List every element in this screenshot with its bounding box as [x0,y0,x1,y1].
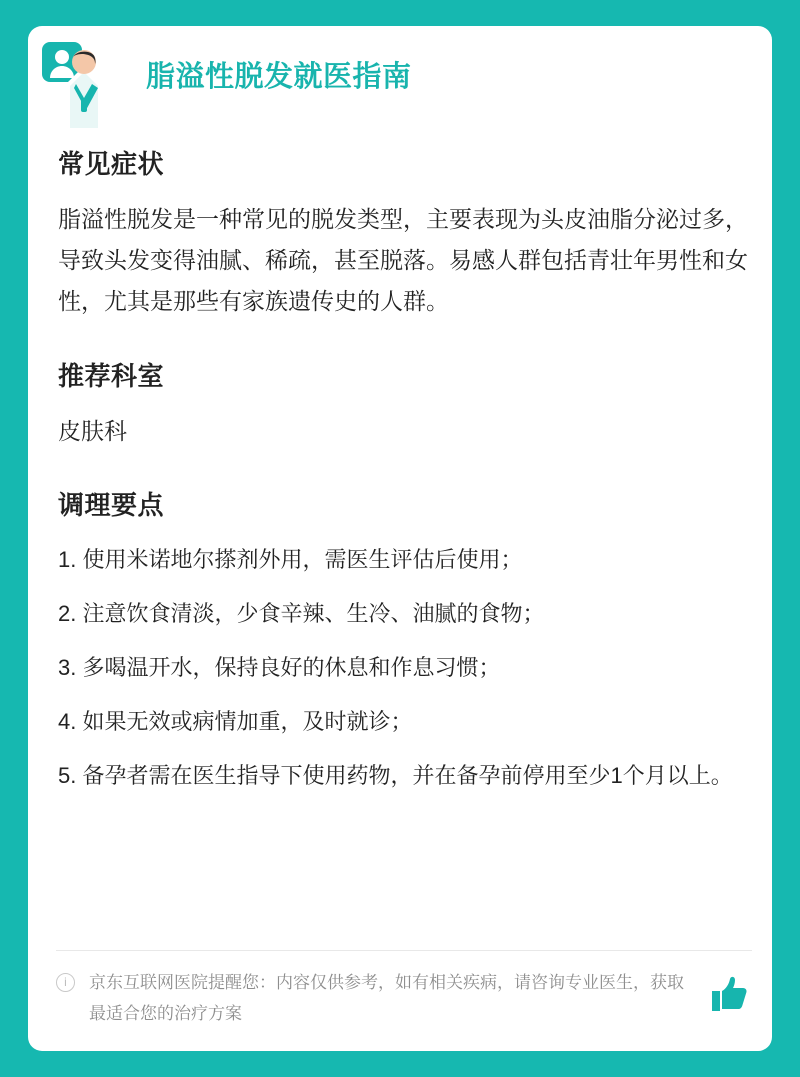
section-heading-care-points: 调理要点 [58,490,165,520]
guide-content [58,144,748,810]
footer-text: 京东互联网医院提醒您：内容仅供参考，如有相关疾病，请咨询专业医生，获取最适合您的治疗方案 [89,973,684,1023]
section-text-department: 皮肤科 [58,418,127,444]
list-item: 注意饮食清淡，少食辛辣、生冷、油腻的食物； [82,601,545,626]
footer-disclaimer [56,950,752,1029]
section-heading-department: 推荐科室 [58,361,165,391]
list-item: 备孕者需在医生指导下使用药物，并在备孕前停用至少1个月以上。 [82,763,733,788]
guide-card [28,26,772,1051]
info-circle-icon: i [56,973,75,992]
list-item: 如果无效或病情加重，及时就诊； [82,709,413,734]
list-item: 多喝温开水，保持良好的休息和作息习惯； [82,655,501,680]
section-heading-symptoms: 常见症状 [58,149,165,179]
thumbs-up-icon[interactable] [706,971,752,1017]
list-item: 使用米诺地尔搽剂外用，需医生评估后使用； [82,547,523,572]
section-text-symptoms: 脂溢性脱发是一种常见的脱发类型，主要表现为头皮油脂分泌过多，导致头发变得油腻、稀疏，甚至脱落。易感人群包括青壮年男性和女性，尤其是那些有家族遗传史的人群。 [58,206,748,314]
page-title: 脂溢性脱发就医指南 [146,61,412,93]
care-points-list [58,540,748,796]
doctor-avatar-icon [40,40,118,128]
